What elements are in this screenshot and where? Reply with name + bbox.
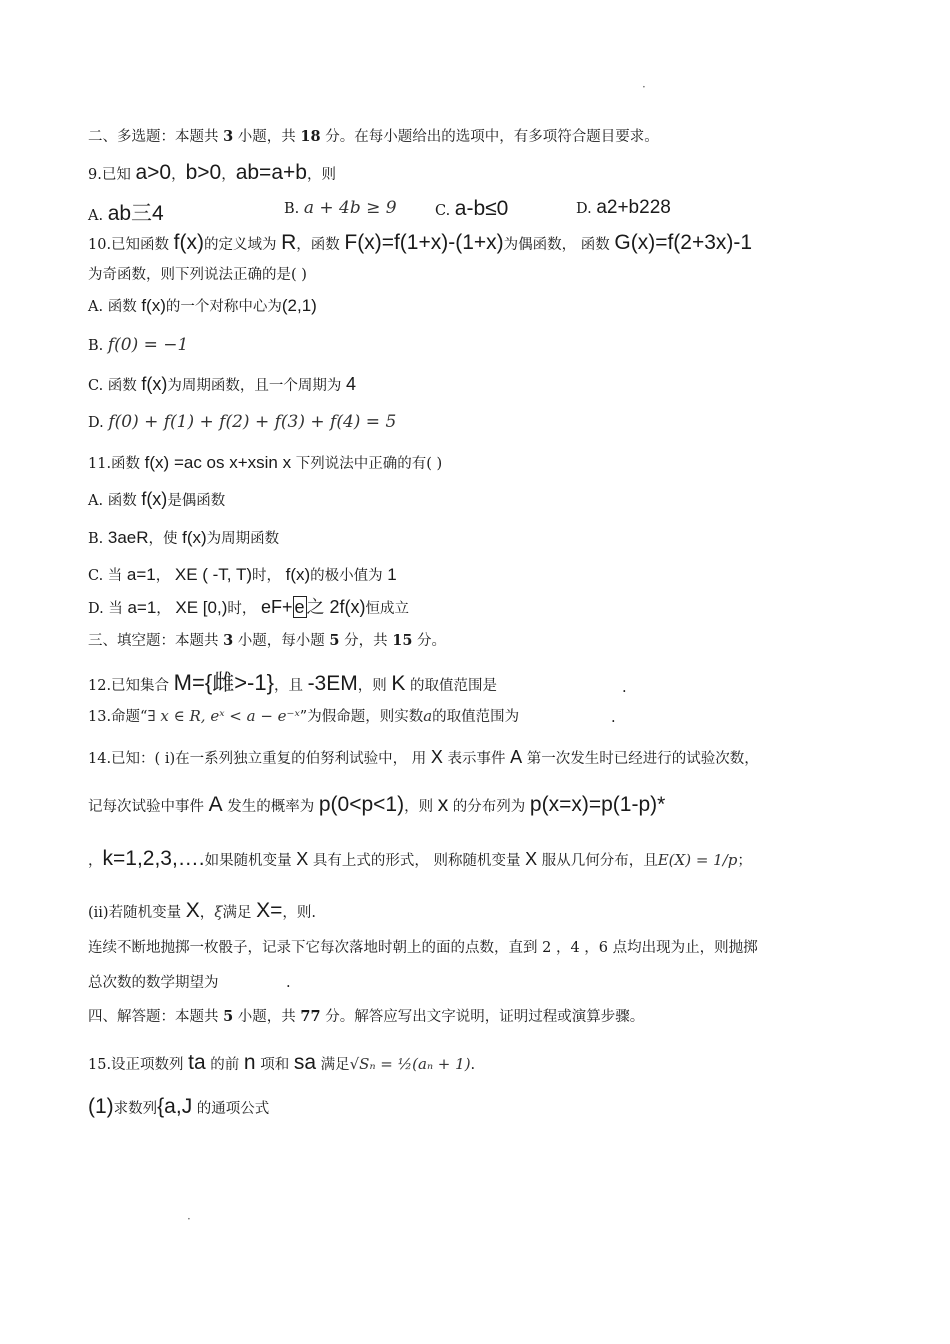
question-text: 表示事件 (442, 751, 511, 767)
option-text: 的一个对称中心为 (165, 299, 282, 315)
q11-option-b (88, 528, 279, 548)
question-count: 5 (223, 1008, 234, 1025)
question-text: 的取值范围为 (432, 709, 520, 725)
question-text: ，且 (273, 678, 308, 694)
question-count: 3 (223, 632, 234, 649)
q10-option-d (88, 412, 396, 432)
q11-option-d (88, 597, 409, 619)
math-expr: A (510, 747, 523, 767)
q10-option-c (88, 374, 356, 396)
math-expr: p(0<p<1) (318, 793, 405, 816)
question-text: ； (737, 853, 752, 869)
option-label: A. 函数 (88, 493, 142, 509)
heading-text: 二、多选题：本题共 (88, 129, 224, 145)
option-label: D. 当 (88, 601, 128, 617)
condition: ab=a+b (235, 161, 307, 184)
question-text: 14.已知：( ⅰ)在一系列独立重复的伯努利试验中， 用 (88, 751, 431, 767)
math-expr: X= (256, 899, 283, 922)
question-text: ， (88, 853, 103, 869)
question-text: ，则 (306, 167, 336, 183)
math-expr: XE [0,) (175, 598, 228, 617)
q10-option-b (88, 335, 188, 355)
math-expr: eF+ (260, 597, 293, 617)
question-9 (88, 160, 336, 185)
question-text: 第一次发生时已经进行的试验次数， (522, 751, 759, 767)
math-expr: f(x) (141, 489, 168, 509)
math-expr: f(x) (285, 565, 311, 584)
math-expr: -3EM (307, 672, 358, 695)
question-14-line-2 (88, 792, 665, 817)
scan-speck: · (642, 80, 646, 94)
heading-text: 分。在每小题给出的选项中，有多项符合题目要求。 (320, 129, 659, 145)
option-text: 时， (252, 568, 286, 584)
question-text: 的分布列为 (448, 799, 530, 815)
question-14-line-3 (88, 846, 752, 871)
question-11 (88, 453, 442, 473)
question-14-line-5: 连续不断地抛掷一枚骰子，记录下它每次落地时朝上的面的点数，直到 2 ，4 ，6 点均出现为止，则抛掷 (88, 940, 758, 956)
heading-text: 小题，共 (233, 129, 301, 145)
math-expr: x (437, 793, 449, 816)
q9-option-b (284, 198, 397, 218)
math-expr: f(0) + f(1) + f(2) + f(3) + f(4) = 5 (108, 412, 397, 432)
heading-text: 三、填空题：本题共 (88, 633, 224, 649)
math-expr: √Sₙ = ½(aₙ + 1) (349, 1055, 471, 1073)
math-expr: K (391, 672, 406, 695)
question-text: 为偶函数， 函数 (503, 237, 615, 253)
option-content: ab三4 (107, 202, 164, 225)
math-expr: X (296, 849, 309, 869)
option-label: A. (88, 208, 108, 224)
condition: b>0 (185, 161, 222, 184)
separator: ， (221, 167, 236, 183)
question-text: ”为假命题，则实数 (299, 709, 424, 725)
question-text: 12.已知集合 (88, 678, 174, 694)
math-expr: X (430, 747, 443, 767)
score: 5 (329, 632, 340, 649)
option-text: 的极小值为 (310, 568, 388, 584)
heading-text: 小题，每小题 (233, 633, 330, 649)
math-expr: E(X) = 1/p (657, 851, 738, 869)
question-text: 发生的概率为 (222, 799, 319, 815)
math-expr: X (525, 849, 538, 869)
option-label: B. (284, 201, 304, 217)
question-text: ，则 (404, 799, 438, 815)
question-15-part-1 (88, 1094, 269, 1119)
math-expr: f(x) (141, 296, 166, 315)
condition: a>0 (135, 161, 172, 184)
heading-text: 分。 (412, 633, 447, 649)
math-expr: f(x) (182, 528, 207, 547)
question-text: 具有上式的形式， 则称随机变量 (308, 853, 526, 869)
question-15 (88, 1050, 475, 1075)
question-14-line-4 (88, 898, 316, 923)
score: 77 (300, 1008, 321, 1025)
option-text: 为周期函数，且一个周期为 (167, 378, 347, 394)
question-text: 满足 (222, 905, 257, 921)
option-label: C. 函数 (88, 378, 142, 394)
score: 15 (392, 632, 413, 649)
math-expr: f(x) (173, 231, 204, 254)
math-expr: 3aeR (107, 528, 149, 547)
question-number: 9.已知 (88, 167, 136, 183)
question-text: 的取值范围是 (405, 678, 497, 694)
question-14-line-1 (88, 747, 759, 769)
question-text: 记每次试验中事件 (88, 799, 209, 815)
question-text: 10.已知函数 (88, 237, 174, 253)
question-14-line-6: 总次数的数学期望为 (88, 975, 219, 991)
math-expr: X (185, 899, 200, 922)
question-text: 满足 (316, 1057, 350, 1073)
question-text: ， (199, 905, 215, 921)
question-text: 的定义域为 (204, 237, 282, 253)
question-text: 如果随机变量 (204, 853, 297, 869)
question-text: 13.命题“ (88, 709, 148, 725)
q11-option-c (88, 565, 397, 585)
math-expr: 4 (346, 374, 357, 394)
boxed-symbol: e (294, 597, 305, 617)
q9-option-a (88, 197, 164, 227)
option-label: D. (576, 201, 597, 217)
option-label: C. (435, 203, 455, 219)
question-text: ，函数 (296, 237, 345, 253)
answer-blank: . (622, 680, 627, 696)
option-label: A. 函数 (88, 299, 142, 315)
math-expr: a=1 (127, 598, 157, 617)
math-expr: 1 (387, 565, 397, 584)
question-text: 求数列 (113, 1101, 158, 1117)
question-text: 项和 (255, 1057, 294, 1073)
math-expr: n (243, 1051, 256, 1074)
math-expr: {a,J (157, 1095, 193, 1118)
question-count: 3 (223, 128, 234, 145)
question-13 (88, 707, 519, 726)
separator: ， (156, 601, 176, 617)
question-text: 的通项公式 (192, 1101, 270, 1117)
option-text: 是偶函数 (167, 493, 226, 509)
section-3-heading (88, 632, 446, 650)
q9-option-d (576, 197, 671, 219)
math-expr: f(x) (141, 374, 168, 394)
question-text: 11.函数 (88, 456, 145, 472)
question-12 (88, 670, 497, 696)
q10-option-a (88, 296, 317, 316)
option-label: C. 当 (88, 568, 127, 584)
heading-text: 四、解答题：本题共 (88, 1009, 224, 1025)
math-expr: ta (188, 1051, 206, 1074)
answer-blank: . (286, 975, 291, 991)
option-label: B. (88, 531, 108, 547)
math-expr: p(x=x)=p(1-p)* (529, 793, 666, 816)
question-text: ，则. (282, 905, 316, 921)
math-expr: sa (293, 1051, 316, 1074)
math-expr: f(x) =ac os x+xsin x (144, 453, 292, 472)
q9-option-c (435, 197, 508, 221)
math-expr: ξ (214, 903, 223, 921)
option-label: B. (88, 338, 108, 354)
math-expr: ∃ x ∈ R, eˣ < a − e⁻ˣ (147, 707, 300, 725)
question-text: . (470, 1057, 476, 1073)
part-number: (1) (88, 1095, 114, 1118)
separator: ， (171, 167, 186, 183)
math-expr: 之 2f(x) (306, 597, 366, 617)
q11-option-a (88, 489, 225, 511)
math-expr: G(x)=f(2+3x)-1 (614, 231, 753, 254)
option-text: 恒成立 (365, 601, 410, 617)
option-content: a-b≤0 (454, 197, 509, 220)
math-expr: F(x)=f(1+x)-(1+x) (344, 231, 504, 254)
scan-speck: · (187, 1212, 191, 1226)
answer-blank: . (611, 710, 616, 726)
math-expr: (2,1) (281, 296, 317, 315)
option-text: 为周期函数 (206, 531, 280, 547)
section-2-heading (88, 128, 659, 146)
option-label: D. (88, 415, 109, 431)
math-expr: f(0) = −1 (107, 335, 189, 355)
question-text: 的前 (205, 1057, 244, 1073)
question-text: ，则 (357, 678, 392, 694)
question-text: 15.设正项数列 (88, 1057, 189, 1073)
section-4-heading (88, 1008, 644, 1026)
math-expr: M={雌>-1} (173, 670, 274, 695)
option-content: a + 4b ≥ 9 (303, 198, 397, 218)
question-text: 服从几何分布，且 (537, 853, 658, 869)
score: 18 (300, 128, 321, 145)
question-10-line-2: 为奇函数，则下列说法正确的是( ) (88, 267, 307, 283)
option-text: ，使 (148, 531, 183, 547)
option-content: a2+b228 (596, 197, 671, 218)
question-10 (88, 230, 752, 255)
math-expr: XE ( -T, T) (174, 565, 252, 584)
heading-text: 分。解答应写出文字说明，证明过程或演算步骤。 (320, 1009, 645, 1025)
heading-text: 小题，共 (233, 1009, 301, 1025)
math-expr: k=1,2,3,…. (102, 847, 205, 870)
heading-text: 分，共 (339, 633, 393, 649)
math-expr: a=1 (126, 565, 156, 584)
separator: ， (155, 568, 175, 584)
question-text: (ⅱ)若随机变量 (88, 905, 186, 921)
option-text: 时， (227, 601, 261, 617)
math-expr: R (281, 231, 297, 254)
math-expr: A (208, 793, 223, 816)
question-text: 下列说法中正确的有( ) (291, 456, 443, 472)
math-expr: a (423, 707, 433, 725)
